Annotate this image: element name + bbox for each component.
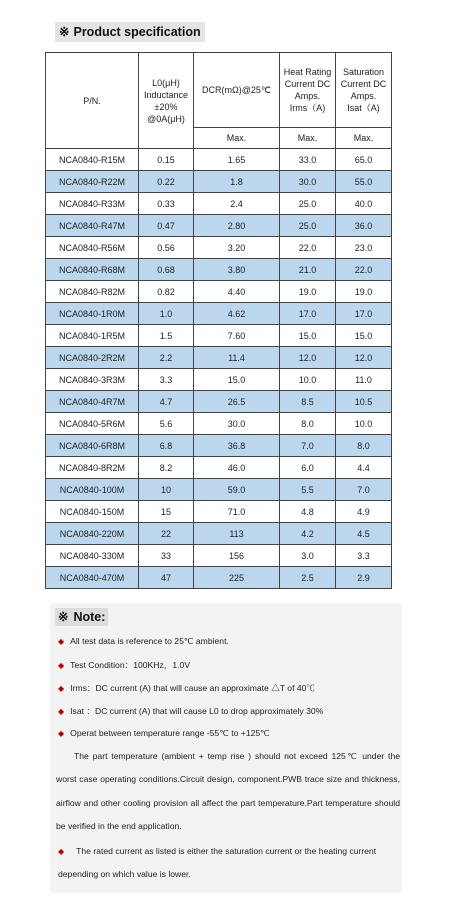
- cell-isat: 22.0: [336, 259, 392, 281]
- cell-inductance: 4.7: [139, 391, 194, 413]
- cell-dcr: 113: [194, 523, 280, 545]
- cell-dcr: 11.4: [194, 347, 280, 369]
- cell-dcr: 15.0: [194, 369, 280, 391]
- header-pn: P/N.: [46, 53, 139, 149]
- cell-inductance: 5.6: [139, 413, 194, 435]
- header-inductance-line: L0(μH): [152, 77, 180, 88]
- cell-irms: 5.5: [280, 479, 336, 501]
- cell-part-number: NCA0840-R47M: [46, 215, 139, 237]
- header-isat-max: Max.: [336, 128, 392, 149]
- cell-isat: 12.0: [336, 347, 392, 369]
- cell-dcr: 1.65: [194, 149, 280, 171]
- header-isat: [336, 53, 392, 128]
- cell-irms: 12.0: [280, 347, 336, 369]
- cell-part-number: NCA0840-470M: [46, 567, 139, 589]
- cell-isat: 11.0: [336, 369, 392, 391]
- table-row: [46, 435, 392, 457]
- header-dcr: DCR(mΩ)@25℃: [194, 53, 280, 128]
- note-item: [58, 840, 400, 886]
- cell-inductance: 0.68: [139, 259, 194, 281]
- header-dcr-max: Max.: [194, 128, 280, 149]
- table-row: [46, 237, 392, 259]
- cell-irms: 6.0: [280, 457, 336, 479]
- cell-dcr: 26.5: [194, 391, 280, 413]
- header-inductance-line: @0A(μH): [147, 113, 185, 124]
- cell-inductance: 0.47: [139, 215, 194, 237]
- cell-dcr: 1.8: [194, 171, 280, 193]
- diamond-bullet-icon: ◆: [58, 847, 65, 856]
- table-row: [46, 457, 392, 479]
- cell-isat: 17.0: [336, 303, 392, 325]
- note-item: [58, 705, 323, 717]
- cell-inductance: 1.0: [139, 303, 194, 325]
- cell-isat: 8.0: [336, 435, 392, 457]
- table-row: [46, 215, 392, 237]
- cell-part-number: NCA0840-100M: [46, 479, 139, 501]
- section-title-text: Product specification: [73, 25, 201, 39]
- cell-isat: 3.3: [336, 545, 392, 567]
- cell-part-number: NCA0840-6R8M: [46, 435, 139, 457]
- cell-dcr: 46.0: [194, 457, 280, 479]
- cell-dcr: 156: [194, 545, 280, 567]
- table-row: [46, 567, 392, 589]
- header-inductance-line: Inductance: [143, 89, 189, 100]
- cell-part-number: NCA0840-R33M: [46, 193, 139, 215]
- cell-irms: 21.0: [280, 259, 336, 281]
- cell-isat: 2.9: [336, 567, 392, 589]
- cell-dcr: 59.0: [194, 479, 280, 501]
- note-paragraph: [56, 745, 400, 838]
- cell-inductance: 0.15: [139, 149, 194, 171]
- diamond-bullet-icon: ◆: [58, 637, 65, 646]
- note-item-text: Operat between temperature range -55℃ to +125℃: [70, 728, 270, 738]
- table-row: [46, 501, 392, 523]
- table-row: [46, 303, 392, 325]
- cell-part-number: NCA0840-3R3M: [46, 369, 139, 391]
- cell-inductance: 47: [139, 567, 194, 589]
- table-row: [46, 347, 392, 369]
- cell-irms: 25.0: [280, 215, 336, 237]
- cell-part-number: NCA0840-1R0M: [46, 303, 139, 325]
- cell-irms: 25.0: [280, 193, 336, 215]
- cell-part-number: NCA0840-1R5M: [46, 325, 139, 347]
- cell-dcr: 4.62: [194, 303, 280, 325]
- cell-inductance: 0.22: [139, 171, 194, 193]
- note-item-text: All test data is reference to 25℃ ambient.: [70, 636, 229, 646]
- table-row: [46, 259, 392, 281]
- cell-dcr: 4.40: [194, 281, 280, 303]
- cell-isat: 10.0: [336, 413, 392, 435]
- cell-dcr: 30.0: [194, 413, 280, 435]
- cell-irms: 30.0: [280, 171, 336, 193]
- cell-isat: 36.0: [336, 215, 392, 237]
- cell-isat: 4.9: [336, 501, 392, 523]
- cell-part-number: NCA0840-R68M: [46, 259, 139, 281]
- cell-dcr: 7.60: [194, 325, 280, 347]
- header-isat-line: Saturation: [342, 67, 385, 77]
- header-isat-line: Amps.: [350, 91, 377, 101]
- cell-part-number: NCA0840-2R2M: [46, 347, 139, 369]
- cell-inductance: 15: [139, 501, 194, 523]
- note-item: [58, 728, 270, 739]
- note-item-text: Isat ：DC current (A) that will cause L0 to drop approximately 30%: [70, 706, 324, 716]
- cell-irms: 33.0: [280, 149, 336, 171]
- cell-isat: 10.5: [336, 391, 392, 413]
- header-isat-line: Current DC: [340, 79, 387, 89]
- table-row: [46, 193, 392, 215]
- diamond-bullet-icon: ◆: [58, 729, 65, 738]
- header-isat-line: Isat（A): [347, 103, 380, 113]
- cell-inductance: 33: [139, 545, 194, 567]
- cell-part-number: NCA0840-8R2M: [46, 457, 139, 479]
- cell-dcr: 3.80: [194, 259, 280, 281]
- note-title-text: Note:: [73, 610, 106, 624]
- note-item-text: Irms：DC current (A) that will cause an approximate △T of 40℃: [70, 683, 316, 693]
- header-irms-line: Current DC: [284, 79, 331, 89]
- cell-inductance: 0.56: [139, 237, 194, 259]
- note-title: [55, 608, 108, 626]
- cell-irms: 4.8: [280, 501, 336, 523]
- cell-part-number: NCA0840-R22M: [46, 171, 139, 193]
- cell-isat: 65.0: [336, 149, 392, 171]
- cell-dcr: 71.0: [194, 501, 280, 523]
- cell-part-number: NCA0840-150M: [46, 501, 139, 523]
- cell-irms: 8.5: [280, 391, 336, 413]
- header-irms: [280, 53, 336, 128]
- cell-inductance: 3.3: [139, 369, 194, 391]
- note-paragraph-text: The part temperature (ambient + temp rise ) should not exceed 125℃ under the worst case operating conditions.Circuit design, component.PWB trace size and thickness, airflow and other cooling provision all affect the part temperature.Part temperature should be verified in the end application.: [56, 751, 400, 831]
- cell-dcr: 2.80: [194, 215, 280, 237]
- note-item-text: Test Condition：100KHz，1.0V: [70, 660, 191, 670]
- table-row: [46, 479, 392, 501]
- cell-isat: 15.0: [336, 325, 392, 347]
- header-irms-line: Amps.: [294, 91, 321, 101]
- cell-inductance: 6.8: [139, 435, 194, 457]
- reference-mark-icon: ※: [58, 610, 69, 624]
- cell-inductance: 8.2: [139, 457, 194, 479]
- cell-isat: 23.0: [336, 237, 392, 259]
- diamond-bullet-icon: ◆: [58, 707, 65, 716]
- cell-dcr: 3.20: [194, 237, 280, 259]
- cell-dcr: 36.8: [194, 435, 280, 457]
- cell-irms: 19.0: [280, 281, 336, 303]
- cell-part-number: NCA0840-330M: [46, 545, 139, 567]
- cell-part-number: NCA0840-R82M: [46, 281, 139, 303]
- cell-inductance: 22: [139, 523, 194, 545]
- cell-dcr: 225: [194, 567, 280, 589]
- cell-irms: 22.0: [280, 237, 336, 259]
- note-item: [58, 659, 190, 671]
- cell-isat: 7.0: [336, 479, 392, 501]
- cell-isat: 55.0: [336, 171, 392, 193]
- note-box: [50, 603, 402, 893]
- cell-inductance: 10: [139, 479, 194, 501]
- header-inductance-line: ±20%: [154, 101, 178, 112]
- table-row: [46, 545, 392, 567]
- table-row: [46, 149, 392, 171]
- cell-inductance: 0.33: [139, 193, 194, 215]
- cell-inductance: 0.82: [139, 281, 194, 303]
- cell-isat: 4.4: [336, 457, 392, 479]
- table-row: [46, 523, 392, 545]
- section-title: [55, 22, 205, 42]
- reference-mark-icon: ※: [59, 25, 70, 39]
- cell-irms: 7.0: [280, 435, 336, 457]
- table-row: [46, 171, 392, 193]
- table-row: [46, 391, 392, 413]
- spec-table: [45, 52, 392, 589]
- cell-isat: 19.0: [336, 281, 392, 303]
- cell-part-number: NCA0840-R15M: [46, 149, 139, 171]
- header-irms-line: Heat Rating: [283, 67, 332, 77]
- cell-irms: 15.0: [280, 325, 336, 347]
- note-item-text: The rated current as listed is either the saturation current or the heating current depending on which value is lower.: [58, 846, 377, 879]
- cell-part-number: NCA0840-5R6M: [46, 413, 139, 435]
- cell-irms: 2.5: [280, 567, 336, 589]
- table-row: [46, 325, 392, 347]
- cell-inductance: 2.2: [139, 347, 194, 369]
- header-irms-line: Irms（A): [289, 103, 326, 113]
- header-irms-max: Max.: [280, 128, 336, 149]
- diamond-bullet-icon: ◆: [58, 684, 65, 693]
- cell-irms: 3.0: [280, 545, 336, 567]
- table-row: [46, 413, 392, 435]
- cell-irms: 8.0: [280, 413, 336, 435]
- note-item: [58, 682, 315, 694]
- cell-irms: 4.2: [280, 523, 336, 545]
- table-row: [46, 369, 392, 391]
- header-inductance: [139, 53, 194, 149]
- cell-irms: 17.0: [280, 303, 336, 325]
- table-row: [46, 281, 392, 303]
- cell-part-number: NCA0840-4R7M: [46, 391, 139, 413]
- cell-isat: 4.5: [336, 523, 392, 545]
- cell-inductance: 1.5: [139, 325, 194, 347]
- cell-irms: 10.0: [280, 369, 336, 391]
- note-item: [58, 636, 229, 647]
- cell-isat: 40.0: [336, 193, 392, 215]
- cell-dcr: 2.4: [194, 193, 280, 215]
- cell-part-number: NCA0840-R56M: [46, 237, 139, 259]
- cell-part-number: NCA0840-220M: [46, 523, 139, 545]
- diamond-bullet-icon: ◆: [58, 661, 65, 670]
